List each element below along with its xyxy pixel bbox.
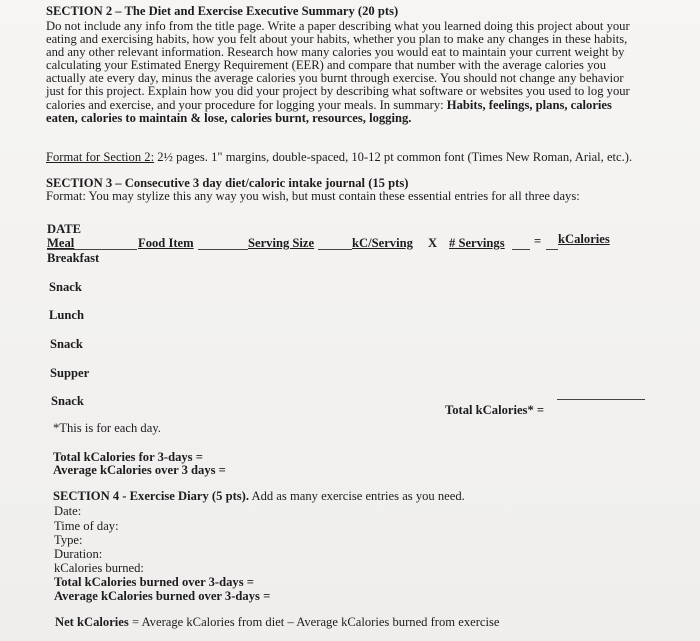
exercise-kcal-burned: kCalories burned: bbox=[54, 561, 144, 575]
total-burned: Total kCalories burned over 3-days = bbox=[54, 575, 254, 589]
section4-heading-rest: Add as many exercise entries as you need. bbox=[249, 489, 465, 503]
section4-heading-bold: SECTION 4 - Exercise Diary (5 pts). bbox=[53, 489, 250, 503]
meal-snack-1: Snack bbox=[49, 280, 82, 294]
avg-burned: Average kCalories burned over 3-days = bbox=[54, 589, 271, 603]
col-x: X bbox=[428, 236, 438, 250]
col-food-item: Food Item bbox=[138, 236, 194, 250]
section2-line-7 bbox=[46, 99, 630, 112]
meal-supper: Supper bbox=[50, 366, 90, 380]
section2-line-5: actually ate every day, minus the average calories you burnt through exercise. You should not change any behavior bbox=[46, 71, 624, 86]
section2-format bbox=[46, 151, 632, 164]
exercise-type: Type: bbox=[54, 533, 83, 547]
col-serving-size: Serving Size bbox=[248, 236, 315, 250]
col-equals: = bbox=[534, 234, 542, 248]
total-3days: Total kCalories for 3-days = bbox=[53, 450, 203, 464]
section3-format: Format: You may stylize this any way you wish, but must contain these essential entries for all three days: bbox=[46, 189, 580, 203]
col-meal: Meal bbox=[47, 236, 75, 250]
section2-line-1: Do not include any info from the title page. Write a paper describing what you learned doing this project about your bbox=[46, 19, 630, 33]
exercise-time: Time of day: bbox=[54, 519, 119, 533]
underline-servings bbox=[512, 249, 530, 250]
exercise-duration: Duration: bbox=[54, 547, 103, 561]
col-kc-serving: kC/Serving bbox=[352, 236, 413, 250]
section2-format-text: 2½ pages. 1" margins, double-spaced, 10-12 pt common font (Times New Roman, Arial, etc.). bbox=[154, 150, 633, 164]
meal-snack-3: Snack bbox=[51, 394, 84, 408]
underline-serving-size bbox=[318, 249, 352, 250]
section2-heading: SECTION 2 – The Diet and Exercise Executive Summary (20 pts) bbox=[46, 4, 399, 18]
meal-snack-2: Snack bbox=[50, 337, 83, 351]
underline-meal bbox=[47, 249, 137, 250]
section2-line-3: and any other relevant information. Research how many calories you would eat to maintain your current weight by bbox=[46, 45, 625, 60]
section2-line-6: just for this project. Explain how you did your project by describing what software or websites you used to log your bbox=[46, 84, 630, 99]
net-kcalories-text: = Average kCalories from diet – Average kCalories burned from exercise bbox=[128, 615, 500, 629]
underline-equals bbox=[546, 249, 558, 250]
col-kcalories: kCalories bbox=[558, 232, 610, 246]
col-servings: # Servings bbox=[449, 236, 505, 250]
meal-lunch: Lunch bbox=[49, 308, 85, 322]
avg-3days: Average kCalories over 3 days = bbox=[53, 463, 226, 477]
section3-heading: SECTION 3 – Consecutive 3 day diet/caloric intake journal (15 pts) bbox=[46, 176, 409, 190]
total-kcalories-label: Total kCalories* = bbox=[445, 403, 545, 417]
journal-footnote: *This is for each day. bbox=[53, 421, 161, 435]
section2-format-label: Format for Section 2: bbox=[46, 150, 155, 164]
section4-heading bbox=[53, 490, 465, 503]
total-kcalories-blank bbox=[557, 399, 645, 400]
meal-breakfast: Breakfast bbox=[47, 251, 100, 265]
net-kcalories-label: Net kCalories bbox=[55, 615, 129, 629]
journal-date-label: DATE bbox=[47, 222, 82, 236]
section2-line-2: eating and exercising habits, how you felt about your habits, whether you plan to make any changes in these habits, bbox=[46, 32, 628, 47]
section2-summary-bold-1: Habits, feelings, plans, calories bbox=[446, 97, 612, 112]
underline-food bbox=[198, 249, 248, 250]
net-kcalories bbox=[55, 616, 499, 629]
section2-line-4: calculating your Estimated Energy Requirement (EER) and compare that number with the average calories you bbox=[46, 58, 606, 73]
exercise-date: Date: bbox=[54, 504, 82, 518]
section2-summary-bold-2: eaten, calories to maintain & lose, calories burnt, resources, logging. bbox=[46, 110, 412, 125]
section2-line-7-text: calories and exercise, and your procedure for logging your meals. In summary: bbox=[46, 97, 447, 112]
section2-paragraph bbox=[46, 20, 630, 125]
